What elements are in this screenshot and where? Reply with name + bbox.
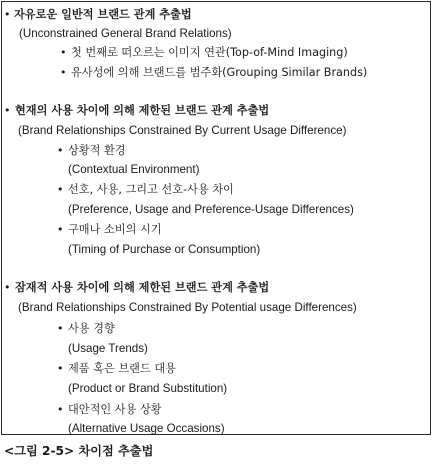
section-2-item-3-sub: (Timing of Purchase or Consumption) <box>68 243 261 256</box>
section-1-bullet: • <box>4 8 11 21</box>
figure-caption: <그림 2-5> 차이점 추출법 <box>4 444 154 458</box>
section-1-item-1-text: 첫 번째로 떠오르는 이미지 연관(Top-of-Mind Imaging) <box>71 46 348 59</box>
section-2-item-3-text: 구매나 소비의 시기 <box>68 223 162 236</box>
section-3-item-2-text: 제품 혹은 브랜드 대용 <box>68 362 176 375</box>
section-2-item-1-text: 상황적 환경 <box>68 144 126 157</box>
section-1-item-1-bullet: • <box>60 46 67 59</box>
section-3-bullet: • <box>4 281 11 294</box>
section-3-item-2-sub: (Product or Brand Substitution) <box>68 382 228 395</box>
section-2-item-1-bullet: • <box>57 144 64 157</box>
section-2-item-1-sub: (Contextual Environment) <box>68 163 200 176</box>
section-3-item-3-sub: (Alternative Usage Occasions) <box>68 422 225 435</box>
section-3-item-1-sub: (Usage Trends) <box>68 342 148 355</box>
section-3-item-3-bullet: • <box>57 403 64 416</box>
section-2-item-2-text: 선호, 사용, 그리고 선호-사용 차이 <box>68 183 234 196</box>
section-2-subtitle: (Brand Relationships Constrained By Current Usage Difference) <box>18 124 347 137</box>
section-3-item-2-bullet: • <box>57 362 64 375</box>
section-2-item-2-bullet: • <box>57 183 64 196</box>
section-1-title: 자유로운 일반적 브랜드 관계 추출법 <box>14 8 192 21</box>
section-3-subtitle: (Brand Relationships Constrained By Potential usage Differences) <box>18 301 357 314</box>
section-1-item-2-bullet: • <box>60 66 67 79</box>
section-3-title: 잠재적 사용 차이에 의해 제한된 브랜드 관계 추출법 <box>15 281 270 294</box>
section-1-item-2-text: 유사성에 의해 브랜드를 범주화(Grouping Similar Brands) <box>71 66 368 79</box>
section-3-item-1-text: 사용 경향 <box>68 322 115 335</box>
section-2-bullet: • <box>4 104 11 117</box>
section-2-item-3-bullet: • <box>57 223 64 236</box>
section-2-title: 현재의 사용 차이에 의해 제한된 브랜드 관계 추출법 <box>15 104 270 117</box>
section-2-item-2-sub: (Preference, Usage and Preference-Usage Differences) <box>68 203 354 216</box>
section-3-item-1-bullet: • <box>57 322 64 335</box>
section-1-subtitle: (Unconstrained General Brand Relations) <box>19 27 232 40</box>
section-3-item-3-text: 대안적인 사용 상황 <box>68 403 162 416</box>
